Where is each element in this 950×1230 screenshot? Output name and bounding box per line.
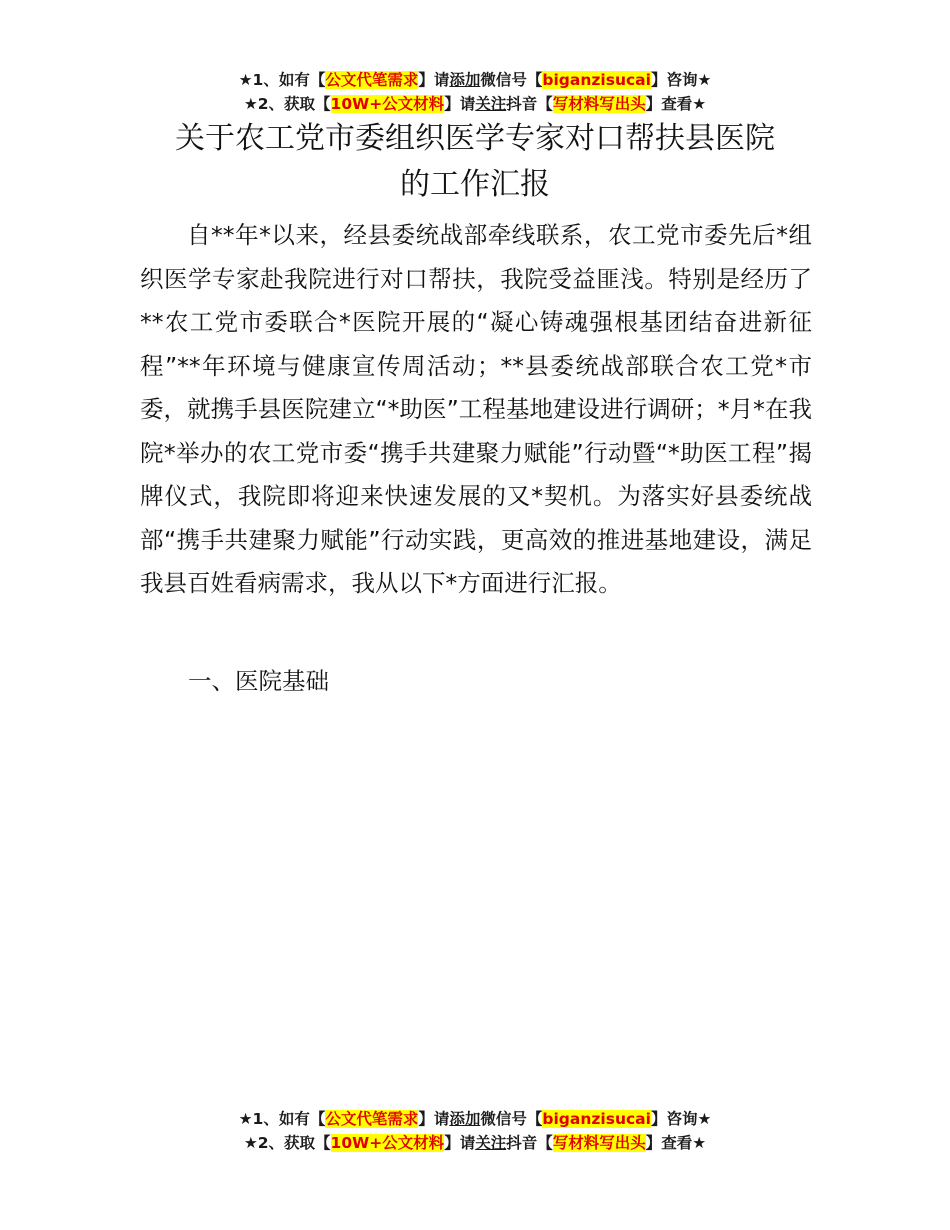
promo-highlight: 写材料写出头 bbox=[552, 1134, 646, 1152]
promo-banner-bottom bbox=[0, 1107, 950, 1155]
promo-text: ★1、如有【 bbox=[238, 71, 326, 89]
promo-text: 】查看★ bbox=[645, 1134, 707, 1152]
promo-underline: 关注 bbox=[475, 1134, 507, 1152]
promo-highlight: 公文代笔需求 bbox=[325, 1110, 419, 1128]
promo-highlight: 10W+公文材料 bbox=[330, 1134, 445, 1152]
promo-text: 】请 bbox=[418, 1110, 450, 1128]
promo-line-2 bbox=[0, 92, 950, 116]
title-line-1: 关于农工党市委组织医学专家对口帮扶县医院 bbox=[175, 121, 775, 156]
promo-highlight: 10W+公文材料 bbox=[330, 95, 445, 113]
promo-text: 微信号【 bbox=[480, 71, 543, 89]
promo-text: ★2、获取【 bbox=[243, 95, 331, 113]
title-line-2: 的工作汇报 bbox=[400, 167, 550, 202]
promo-text: 】请 bbox=[418, 71, 450, 89]
promo-underline: 添加 bbox=[449, 71, 481, 89]
promo-text: ★2、获取【 bbox=[243, 1134, 331, 1152]
promo-underline: 关注 bbox=[475, 95, 507, 113]
promo-text: 】咨询★ bbox=[650, 1110, 712, 1128]
promo-text: 抖音【 bbox=[506, 1134, 553, 1152]
promo-underline: 添加 bbox=[449, 1110, 481, 1128]
promo-banner-top bbox=[0, 68, 950, 116]
section-heading: 一、医院基础 bbox=[188, 667, 329, 695]
promo-text: 】查看★ bbox=[645, 95, 707, 113]
promo-highlight: biganzisucai bbox=[542, 71, 651, 89]
document-title bbox=[0, 116, 950, 208]
promo-line-1 bbox=[0, 1107, 950, 1131]
promo-line-2 bbox=[0, 1131, 950, 1155]
body-paragraph: 自**年*以来，经县委统战部牵线联系，农工党市委先后*组织医学专家赴我院进行对口帮扶，我院受益匪浅。特别是经历了**农工党市委联合*医院开展的“凝心铸魂强根基团结奋进新征程”**年环境与健康宣传周活动；**县委统战部联合农工党*市委，就携手县医院建立“*助医”工程基地建设进行调研；*月*在我院*举办的农工党市委“携手共建聚力赋能”行动暨“*助医工程”揭牌仪式，我院即将迎来快速发展的又*契机。为落实好县委统战部“携手共建聚力赋能”行动实践，更高效的推进基地建设，满足我县百姓看病需求，我从以下*方面进行汇报。 bbox=[140, 221, 812, 597]
promo-text: 微信号【 bbox=[480, 1110, 543, 1128]
promo-text: ★1、如有【 bbox=[238, 1110, 326, 1128]
promo-text: 】请 bbox=[444, 95, 476, 113]
document-body bbox=[140, 214, 812, 606]
promo-text: 抖音【 bbox=[506, 95, 553, 113]
promo-line-1 bbox=[0, 68, 950, 92]
promo-highlight: 写材料写出头 bbox=[552, 95, 646, 113]
promo-highlight: biganzisucai bbox=[542, 1110, 651, 1128]
promo-highlight: 公文代笔需求 bbox=[325, 71, 419, 89]
promo-text: 】请 bbox=[444, 1134, 476, 1152]
promo-text: 】咨询★ bbox=[650, 71, 712, 89]
